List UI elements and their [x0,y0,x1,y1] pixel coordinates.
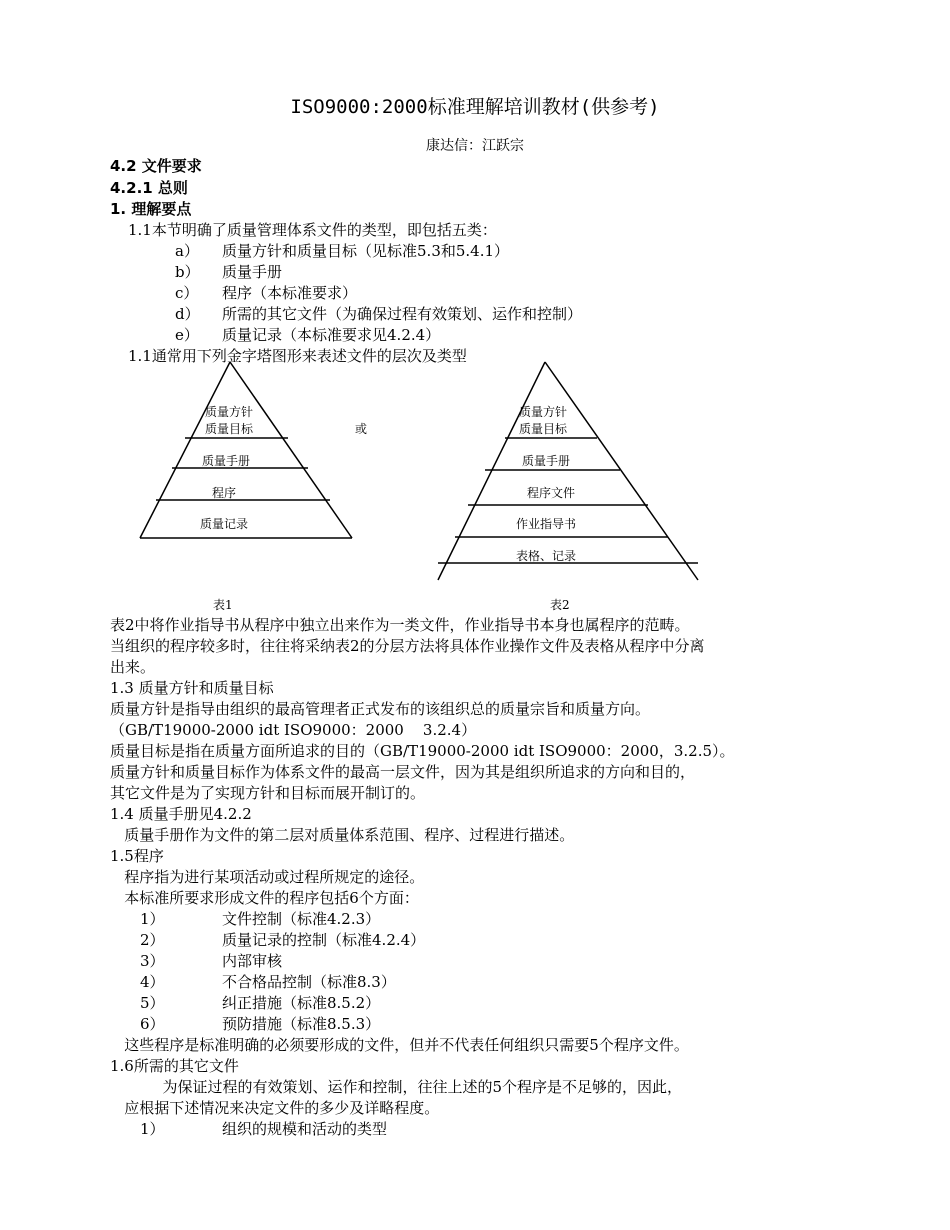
paragraph-line: 质量方针是指导由组织的最高管理者正式发布的该组织总的质量宗旨和质量方向。 [110,700,651,718]
procedure-text: 质量记录的控制（标准4.2.4） [222,931,426,949]
pyramid-left [140,362,352,538]
pyramid-right-label-procedure: 程序文件 [527,486,576,500]
heading-1-4: 1.4 质量手册见4.2.2 [110,805,252,823]
heading-1-6: 1.6所需的其它文件 [110,1057,239,1075]
list-item-marker: b） [175,263,200,281]
procedure-text: 不合格品控制（标准8.3） [222,973,396,991]
paragraph-line: 这些程序是标准明确的必须要形成的文件，但并不代表任何组织只需要5个程序文件。 [110,1036,689,1054]
procedure-marker: 6） [140,1015,165,1033]
pyramid-right-label-objectives: 质量目标 [519,422,568,436]
paragraph-line: 表2中将作业指导书从程序中独立出来作为一类文件，作业指导书本身也属程序的范畴。 [110,616,690,634]
procedure-text: 预防措施（标准8.5.3） [222,1015,381,1033]
pyramid-left-label-records: 质量记录 [200,517,249,531]
paragraph-line: 程序指为进行某项活动或过程所规定的途径。 [110,868,425,886]
caption-table2: 表2 [550,598,570,612]
pyramid-right-label-instructions: 作业指导书 [516,517,577,531]
procedure-marker: 3） [140,952,165,970]
paragraph-line: 质量手册作为文件的第二层对质量体系范围、程序、过程进行描述。 [110,826,575,844]
list-item-marker: d） [175,305,200,323]
list-item-marker: e） [175,326,199,344]
heading-1-5: 1.5程序 [110,847,164,865]
procedure-text: 内部审核 [222,952,283,970]
paragraph-line: 当组织的程序较多时，往往将采纳表2的分层方法将具体作业操作文件及表格从程序中分离 [110,637,705,655]
pyramid-right-label-policy: 质量方针 [519,405,568,419]
procedure-marker: 5） [140,994,165,1012]
pyramid-right-label-manual: 质量手册 [522,454,571,468]
procedure-text: 文件控制（标准4.2.3） [222,910,381,928]
list-item-marker: c） [175,284,199,302]
list-item-text: 质量方针和质量目标（见标准5.3和5.4.1） [222,242,510,260]
heading-1-3: 1.3 质量方针和质量目标 [110,679,274,697]
paragraph-line: 本标准所要求形成文件的程序包括6个方面： [110,889,419,907]
pyramid-intro: 1.1通常用下列金字塔图形来表述文件的层次及类型 [128,347,467,365]
procedure-marker: 1） [140,910,165,928]
pyramid-right-label-forms: 表格、记录 [516,549,577,563]
pyramid-left-label-manual: 质量手册 [202,454,251,468]
list-item-marker: a） [175,242,199,260]
procedure-marker: 4） [140,973,165,991]
heading-4-2-1: 4.2.1 总则 [110,179,188,197]
heading-understanding: 1. 理解要点 [110,200,192,218]
paragraph-line: 质量目标是指在质量方面所追求的目的（GB/T19000-2000 idt ISO9000：2000，3.2.5）。 [110,742,735,760]
pyramid-left-label-policy: 质量方针 [205,405,254,419]
section-1-1-intro: 1.1本节明确了质量管理体系文件的类型，即包括五类： [128,221,497,239]
factor-text: 组织的规模和活动的类型 [222,1120,388,1138]
or-label: 或 [355,422,368,436]
document-title: ISO9000:2000标准理解培训教材(供参考) [290,96,660,118]
list-item-text: 所需的其它文件（为确保过程有效策划、运作和控制） [222,305,583,323]
list-item-text: 质量手册 [222,263,283,281]
procedure-text: 纠正措施（标准8.5.2） [222,994,381,1012]
caption-table1: 表1 [213,598,233,612]
paragraph-line: 质量方针和质量目标作为体系文件的最高一层文件，因为其是组织所追求的方向和目的， [110,763,696,781]
paragraph-line: （GB/T19000-2000 idt ISO9000：2000 3.2.4） [110,721,477,739]
list-item-text: 程序（本标准要求） [222,284,358,302]
list-item-text: 质量记录（本标准要求见4.2.4） [222,326,441,344]
procedure-marker: 2） [140,931,165,949]
author-line: 康达信：江跃宗 [426,138,524,154]
heading-4-2: 4.2 文件要求 [110,157,202,175]
factor-marker: 1） [140,1120,165,1138]
paragraph-line: 应根据下述情况来决定文件的多少及详略程度。 [110,1099,440,1117]
paragraph-line: 出来。 [110,658,156,676]
paragraph-line: 其它文件是为了实现方针和目标而展开制订的。 [110,784,426,802]
pyramid-left-label-objectives: 质量目标 [205,422,254,436]
pyramid-left-label-procedure: 程序 [212,486,237,500]
paragraph-line: 为保证过程的有效策划、运作和控制，往往上述的5个程序是不足够的，因此， [110,1078,682,1096]
